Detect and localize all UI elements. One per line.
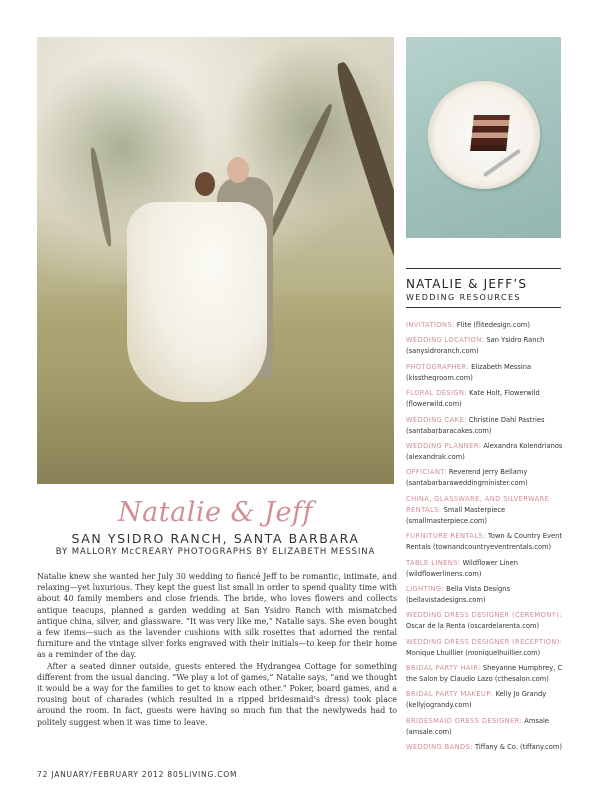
resource-text: Kelly Jo Grandy (kellyjograndy.com)	[406, 690, 547, 710]
resource-item	[406, 388, 566, 410]
resource-item	[406, 320, 566, 331]
resource-text: Oscar de la Renta (oscardelarenta.com)	[406, 622, 540, 631]
resource-label: WEDDING CAKE:	[406, 415, 467, 424]
resource-label: CHINA, GLASSWARE, AND SILVERWARE RENTALS:	[406, 494, 550, 514]
resource-label: BRIDESMAID DRESS DESIGNER:	[406, 716, 523, 725]
resource-item	[406, 494, 566, 527]
resource-text: Monique Lhuillier (moniquelhuillier.com)	[406, 648, 541, 657]
resource-label: WEDDING DRESS DESIGNER (RECEPTION):	[406, 637, 563, 646]
resource-item	[406, 441, 566, 463]
resource-item	[406, 335, 566, 357]
resource-label: WEDDING DRESS DESIGNER (CEREMONY):	[406, 611, 562, 620]
resource-item	[406, 415, 566, 437]
resource-item	[406, 716, 566, 738]
resource-text: Wildflower Linen (wildflowerlinens.com)	[406, 558, 518, 578]
sidebar-subheading: WEDDING RESOURCES	[406, 293, 521, 302]
article-byline: BY MALLORY McCREARY PHOTOGRAPHS BY ELIZABETH MESSINA	[55, 547, 376, 557]
sidebar-top-rule	[406, 268, 561, 269]
cake-photo	[406, 37, 561, 238]
resource-item	[406, 663, 566, 685]
resource-text: Town & Country Event Rentals (townandcountryeventrentals.com)	[406, 532, 562, 552]
resource-text: San Ysidro Ranch (sanysidroranch.com)	[406, 336, 545, 356]
resource-text: Sheyanne Humphrey, C the Salon by Claudio Lazo (cthesalon.com)	[406, 664, 563, 684]
article-paragraph: Natalie knew she wanted her July 30 wedding to fiancé Jeff to be romantic, intimate, and relaxing—yet luxurious. They kept the guest list small in order to spend quality time with about 40 family members and close friends. The bride, who loves flowers and collects antique teacups, planned a garden wedding at San Ysidro Ranch with mismatched antique china, silver, and glassware. “It was very like me,” Natalie says. She even bought a few items—such as the lavender cushions with silk rosettes that adorned the rental furniture and the vintage silver forks engraved with their initials—to keep for their home as a reminder of the day.	[37, 572, 397, 660]
resource-item	[406, 467, 566, 489]
resource-item	[406, 689, 566, 711]
resource-label: WEDDING BANDS:	[406, 743, 473, 752]
article-body	[37, 571, 397, 728]
resource-label: FURNITURE RENTALS:	[406, 532, 486, 541]
resource-item	[406, 362, 566, 384]
sidebar-heading: NATALIE & JEFF’S	[406, 277, 528, 291]
resource-text: Alexandra Kolendrianos (alexandrak.com)	[406, 441, 563, 461]
resource-text: Elizabeth Messina (kisstheqroom.com)	[406, 362, 532, 382]
resource-label: BRIDAL PARTY MAKEUP:	[406, 690, 494, 699]
resource-label: FLORAL DESIGN:	[406, 389, 468, 398]
resource-item	[406, 610, 566, 632]
resource-text: Flite (flitedesign.com)	[454, 321, 530, 329]
resource-item	[406, 531, 566, 553]
resource-text: Reverend Jerry Bellamy (santabarbaraweddingminister.com)	[406, 468, 528, 488]
resource-text: Small Masterpiece (smallmasterpiece.com)	[406, 505, 506, 525]
resource-label: WEDDING PLANNER:	[406, 441, 482, 450]
resource-item	[406, 584, 566, 606]
resource-label: PHOTOGRAPHER:	[406, 362, 469, 371]
couple-photo	[37, 37, 394, 484]
resource-item	[406, 558, 566, 580]
resource-item	[406, 742, 566, 753]
article-location: SAN YSIDRO RANCH, SANTA BARBARA	[71, 531, 360, 546]
resource-text: Kate Holt, Flowerwild (flowerwild.com)	[406, 389, 540, 409]
resource-text: Tiffany & Co. (tiffany.com)	[472, 743, 563, 752]
article-title: Natalie & Jeff	[118, 497, 313, 528]
resource-label: TABLE LINENS:	[406, 558, 461, 567]
resource-text: Bella Vista Designs (bellavistadesigns.com)	[406, 584, 510, 604]
resource-item	[406, 637, 566, 659]
article-paragraph: After a seated dinner outside, guests entered the Hydrangea Cottage for something different from the usual dancing. “We play a lot of games,” Natalie says, “and we thought it would be a way for the families to get to know each other.” Poker, board games, and a rousing bout of charades (which resulted in a ripped bridesmaid’s dress) took place around the room. In fact, guests were having so much fun that the newlyweds had to politely suggest when it was time to leave.	[37, 661, 397, 727]
resource-text: Amsale (amsale.com)	[406, 716, 549, 736]
resource-label: OFFICIANT:	[406, 468, 447, 477]
page-footer: 72 JANUARY/FEBRUARY 2012 805LIVING.COM	[37, 770, 238, 779]
resource-label: BRIDAL PARTY HAIR:	[406, 664, 481, 673]
resource-list	[406, 320, 566, 758]
resource-label: WEDDING LOCATION:	[406, 336, 485, 345]
sidebar-bottom-rule	[406, 307, 561, 308]
resource-label: LIGHTING:	[406, 584, 445, 593]
resource-label: INVITATIONS:	[406, 321, 455, 329]
resource-text: Christine Dahl Pastries (santabarbaracakes.com)	[406, 415, 545, 435]
